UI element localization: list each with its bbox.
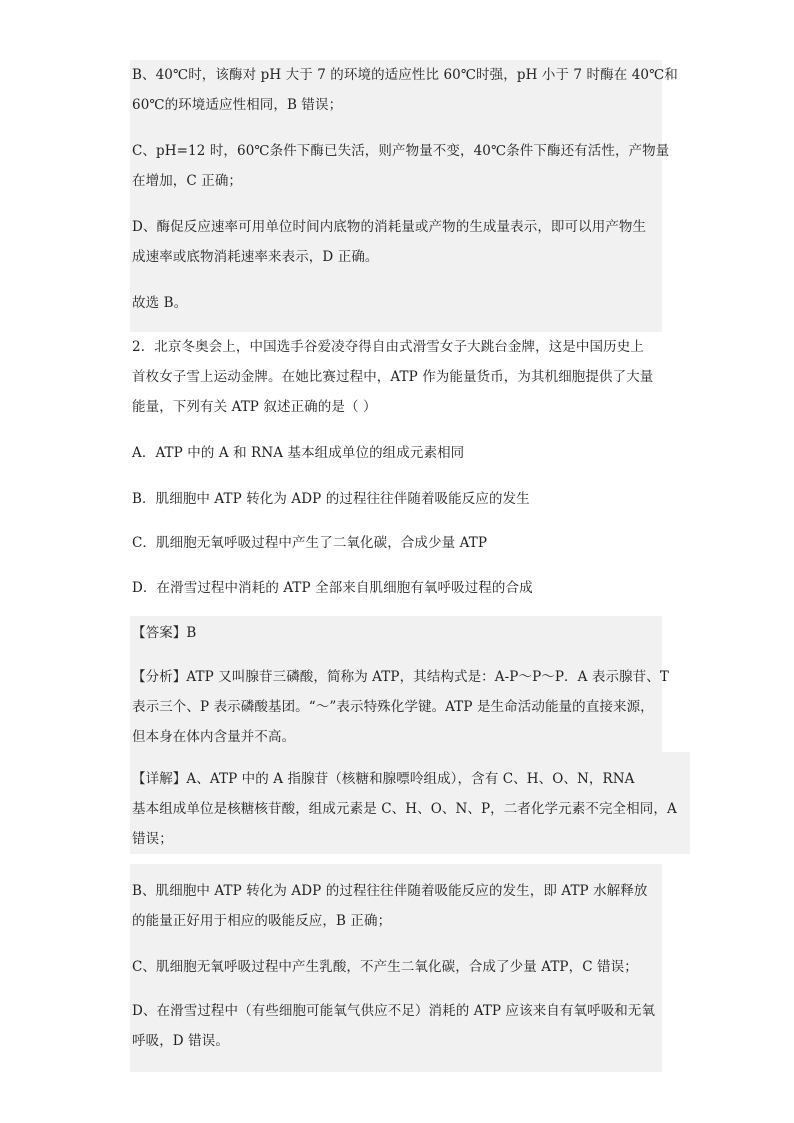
text-line: 2．北京冬奥会上，中国选手谷爱凌夺得自由式滑雪女子大跳台金牌，这是中国历史上: [132, 339, 644, 355]
text-line: D、酶促反应速率可用单位时间内底物的消耗量或产物的生成量表示，即可以用产物生: [132, 219, 647, 235]
text-line: 基本组成单位是核糖核苷酸，组成元素是 C、H、O、N、P，二者化学元素不完全相同，A: [132, 801, 677, 817]
text-line: 60℃的环境适应性相同，B 错误；: [132, 97, 343, 113]
text-line: C、pH=12 时，60℃条件下酶已失活，则产物量不变，40℃条件下酶还有活性，产物量: [132, 143, 670, 159]
text-line: 故选 B。: [132, 295, 188, 311]
option-c: [130, 528, 662, 558]
text-line: 首枚女子雪上运动金牌。在她比赛过程中，ATP 作为能量货币，为其机细胞提供了大量: [132, 369, 654, 385]
option-b: [130, 484, 662, 514]
option-d: [130, 573, 662, 603]
text-line: C．肌细胞无氧呼吸过程中产生了二氧化碳，合成少量 ATP: [132, 535, 488, 551]
text-line: 表示三个、P 表示磷酸基团。“～”表示特殊化学键。ATP 是生命活动能量的直接来源，: [132, 699, 654, 715]
answer: [130, 616, 662, 662]
analysis-conclusion: [130, 272, 662, 332]
text-line: D、在滑雪过程中（有些细胞可能氧气供应不足）消耗的 ATP 应该来自有氧呼吸和无氧: [132, 1003, 656, 1019]
text-line: 能量，下列有关 ATP 叙述正确的是（ ）: [132, 399, 377, 415]
text-line: 呼吸，D 错误。: [132, 1033, 229, 1049]
analysis-option-c: [130, 120, 670, 196]
text-line: 的能量正好用于相应的吸能反应，B 正确；: [132, 913, 392, 929]
text-line: 【分析】ATP 又叫腺苷三磷酸，简称为 ATP，其结构式是：A-P～P～P．A 表示腺苷、T: [132, 669, 669, 685]
text-line: B．肌细胞中 ATP 转化为 ADP 的过程往往伴随着吸能反应的发生: [132, 491, 530, 507]
question-stem: [130, 332, 662, 422]
analysis: [130, 660, 669, 752]
text-line: A．ATP 中的 A 和 RNA 基本组成单位的组成元素相同: [132, 445, 465, 461]
text-line: 但本身在体内含量并不高。: [132, 729, 296, 745]
option-a: [130, 438, 662, 468]
detail-option-a: [130, 752, 690, 854]
text-line: B、肌细胞中 ATP 转化为 ADP 的过程往往伴随着吸能反应的发生，即 ATP 水解释放: [132, 883, 648, 899]
detail-option-c: [130, 936, 662, 982]
analysis-option-b: [130, 60, 678, 120]
text-line: 【答案】B: [132, 625, 197, 641]
text-line: 【详解】A、ATP 中的 A 指腺苷（核糖和腺嘌呤组成），含有 C、H、O、N，RNA: [132, 771, 635, 787]
text-line: 错误；: [132, 831, 173, 847]
text-line: D．在滑雪过程中消耗的 ATP 全部来自肌细胞有氧呼吸过程的合成: [132, 580, 533, 596]
detail-option-b: [130, 864, 662, 936]
text-line: 在增加，C 正确；: [132, 173, 243, 189]
detail-option-d: [130, 982, 662, 1072]
analysis-option-d: [130, 196, 662, 272]
text-line: B、40℃时，该酶对 pH 大于 7 的环境的适应性比 60℃时强，pH 小于 7 时酶在 40℃和: [132, 67, 678, 83]
text-line: C、肌细胞无氧呼吸过程中产生乳酸，不产生二氧化碳，合成了少量 ATP，C 错误；: [132, 959, 638, 975]
text-line: 成速率或底物消耗速率来表示，D 正确。: [132, 249, 379, 265]
